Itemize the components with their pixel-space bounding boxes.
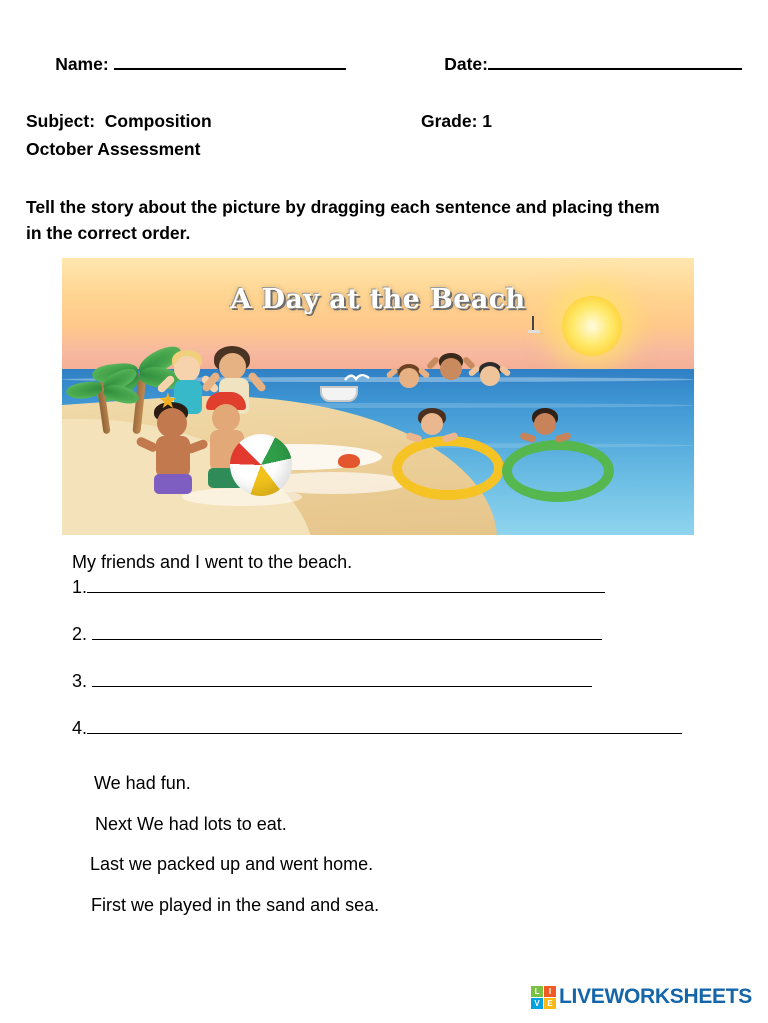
blank-line[interactable] <box>92 672 592 687</box>
seagull-icon <box>344 370 370 382</box>
answer-blank-1[interactable] <box>72 577 742 598</box>
date-field-group <box>415 22 742 107</box>
blank-line[interactable] <box>87 719 682 734</box>
blank-line[interactable] <box>87 578 605 593</box>
name-field-group <box>26 22 415 107</box>
distant-figure <box>532 316 534 330</box>
draggable-sentences <box>90 773 742 916</box>
draggable-sentence[interactable]: Next We had lots to eat. <box>95 813 287 834</box>
grade-label: Grade: 1 <box>421 111 492 132</box>
answer-blank-2[interactable] <box>72 624 742 645</box>
blank-number: 2. <box>72 624 93 645</box>
logo-text: LIVEWORKSHEETS <box>559 985 752 1008</box>
picture-title: A Day at the Beach <box>230 284 526 316</box>
draggable-sentence[interactable]: First we played in the sand and sea. <box>91 895 380 916</box>
blank-line[interactable] <box>92 625 602 640</box>
logo-letter-i: I <box>544 986 556 997</box>
crab-icon <box>338 454 360 468</box>
starfish-icon: ★ <box>158 388 178 414</box>
header-row-subject-grade <box>26 107 742 135</box>
beach-picture <box>62 258 694 535</box>
name-input-line[interactable] <box>114 52 346 70</box>
instruction-text: Tell the story about the picture by dragging each sentence and placing them in the correct order. <box>26 196 660 243</box>
logo-letter-l: L <box>531 986 543 997</box>
date-input-line[interactable] <box>488 52 742 70</box>
beach-ball-icon <box>230 434 292 496</box>
date-label: Date: <box>444 54 488 75</box>
blank-number: 1. <box>72 577 88 598</box>
header-row-assessment <box>26 135 742 163</box>
name-label: Name: <box>55 54 114 75</box>
boat-icon <box>320 386 358 402</box>
logo-letter-e: E <box>544 998 556 1009</box>
distant-board <box>528 330 540 333</box>
liveworksheets-logo[interactable] <box>531 985 752 1009</box>
inner-tube <box>392 436 504 500</box>
header-row-name-date <box>26 22 742 107</box>
given-sentence: My friends and I went to the beach. <box>72 552 353 573</box>
blank-number: 4. <box>72 718 88 739</box>
answer-blank-3[interactable] <box>72 671 742 692</box>
blank-number: 3. <box>72 671 93 692</box>
assessment-label: October Assessment <box>26 139 201 160</box>
answer-blank-4[interactable] <box>72 718 742 739</box>
draggable-sentence[interactable]: We had fun. <box>94 773 191 794</box>
subject-label: Subject: Composition <box>26 111 212 132</box>
inner-tube <box>502 440 614 502</box>
logo-letter-v: V <box>531 998 543 1009</box>
draggable-sentence[interactable]: Last we packed up and went home. <box>90 854 374 875</box>
beach-scene-illustration <box>62 258 694 535</box>
logo-tiles-icon <box>531 986 556 1009</box>
